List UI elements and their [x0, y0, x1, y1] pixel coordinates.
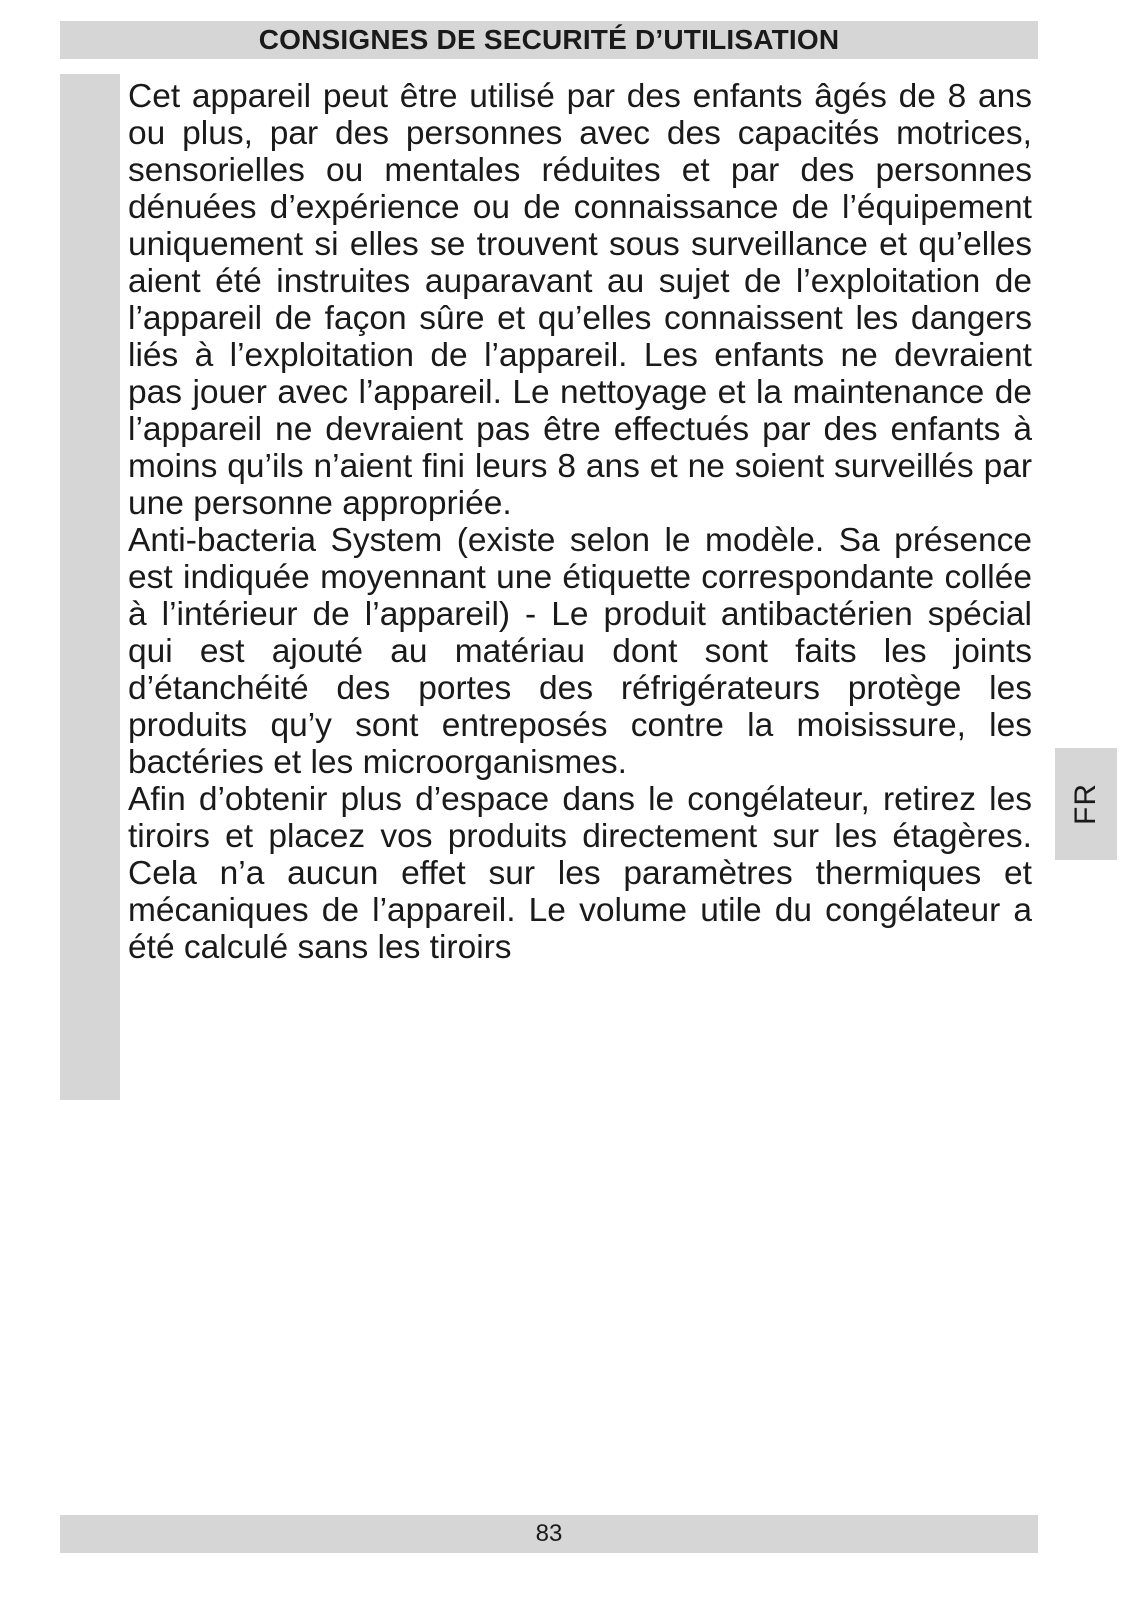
margin-strip	[60, 74, 120, 1100]
paragraph-anti-bacteria: Anti-bacteria System (existe selon le modèle. Sa présence est indiquée moyennant une étiquette correspondante collée à l’intérieur de l’appareil) - Le produit antibactérien spécial qui est ajouté au matériau dont sont faits les joints d’étanchéité des portes des réfrigérateurs protège les produits qu’y sont entreposés contre la moisissure, les bactéries et les microorganismes.	[128, 522, 1032, 781]
paragraph-freezer-drawers: Afin d’obtenir plus d’espace dans le congélateur, retirez les tiroirs et placez vos produits directement sur les étagères. Cela n’a aucun effet sur les paramètres thermiques et mécaniques de l’appareil. Le volume utile du congélateur a été calculé sans les tiroirs	[128, 781, 1032, 966]
section-header	[60, 21, 1038, 59]
section-title: CONSIGNES DE SECURITÉ D’UTILISATION	[258, 24, 840, 55]
language-tab	[1055, 748, 1117, 860]
page-number: 83	[535, 1520, 563, 1547]
page-footer	[60, 1515, 1038, 1553]
body-text	[128, 78, 1032, 966]
language-label: FR	[1069, 783, 1102, 825]
paragraph-children-safety: Cet appareil peut être utilisé par des enfants âgés de 8 ans ou plus, par des personnes avec des capacités motrices, sensorielles ou mentales réduites et par des personnes dénuées d’expérience ou de connaissance de l’équipement uniquement si elles se trouvent sous surveillance et qu’elles aient été instruites auparavant au sujet de l’exploitation de l’appareil de façon sûre et qu’elles connaissent les dangers liés à l’exploitation de l’appareil. Les enfants ne devraient pas jouer avec l’appareil. Le nettoyage et la maintenance de l’appareil ne devraient pas être effectués par des enfants à moins qu’ils n’aient fini leurs 8 ans et ne soient surveillés par une personne appropriée.	[128, 78, 1032, 522]
